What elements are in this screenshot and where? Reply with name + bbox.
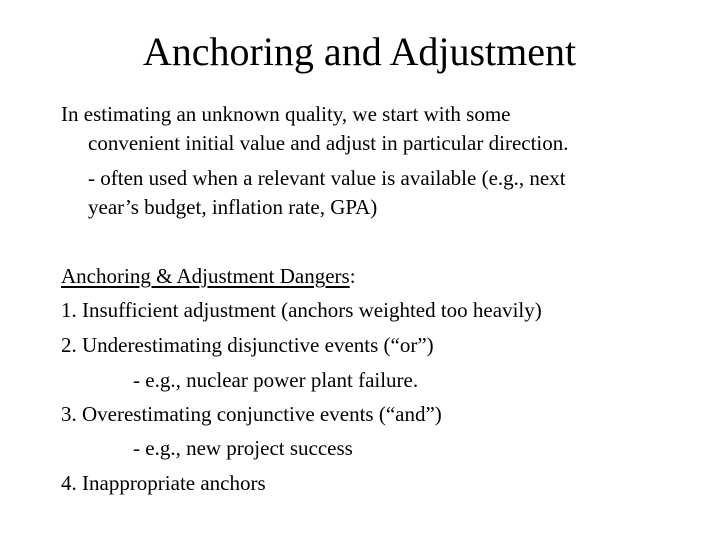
intro-line-2: convenient initial value and adjust in particular direction. bbox=[88, 131, 569, 155]
danger-item-2: 2. Underestimating disjunctive events (“or”) bbox=[61, 333, 434, 357]
danger-item-4: 4. Inappropriate anchors bbox=[61, 471, 266, 495]
dangers-heading-row bbox=[61, 261, 356, 291]
danger-item-1: 1. Insufficient adjustment (anchors weighted too heavily) bbox=[61, 298, 542, 322]
danger-item-3-example: - e.g., new project success bbox=[133, 436, 353, 460]
intro-line-1: In estimating an unknown quality, we start with some bbox=[61, 102, 511, 126]
slide-title: Anchoring and Adjustment bbox=[142, 29, 577, 74]
dangers-heading-colon: : bbox=[349, 264, 356, 288]
danger-item-3: 3. Overestimating conjunctive events (“and”) bbox=[61, 402, 442, 426]
intro-line-3: - often used when a relevant value is available (e.g., next bbox=[88, 166, 566, 190]
dangers-heading: Anchoring & Adjustment Dangers bbox=[61, 264, 350, 288]
intro-line-4: year’s budget, inflation rate, GPA) bbox=[88, 195, 378, 219]
danger-item-2-example: - e.g., nuclear power plant failure. bbox=[133, 368, 419, 392]
